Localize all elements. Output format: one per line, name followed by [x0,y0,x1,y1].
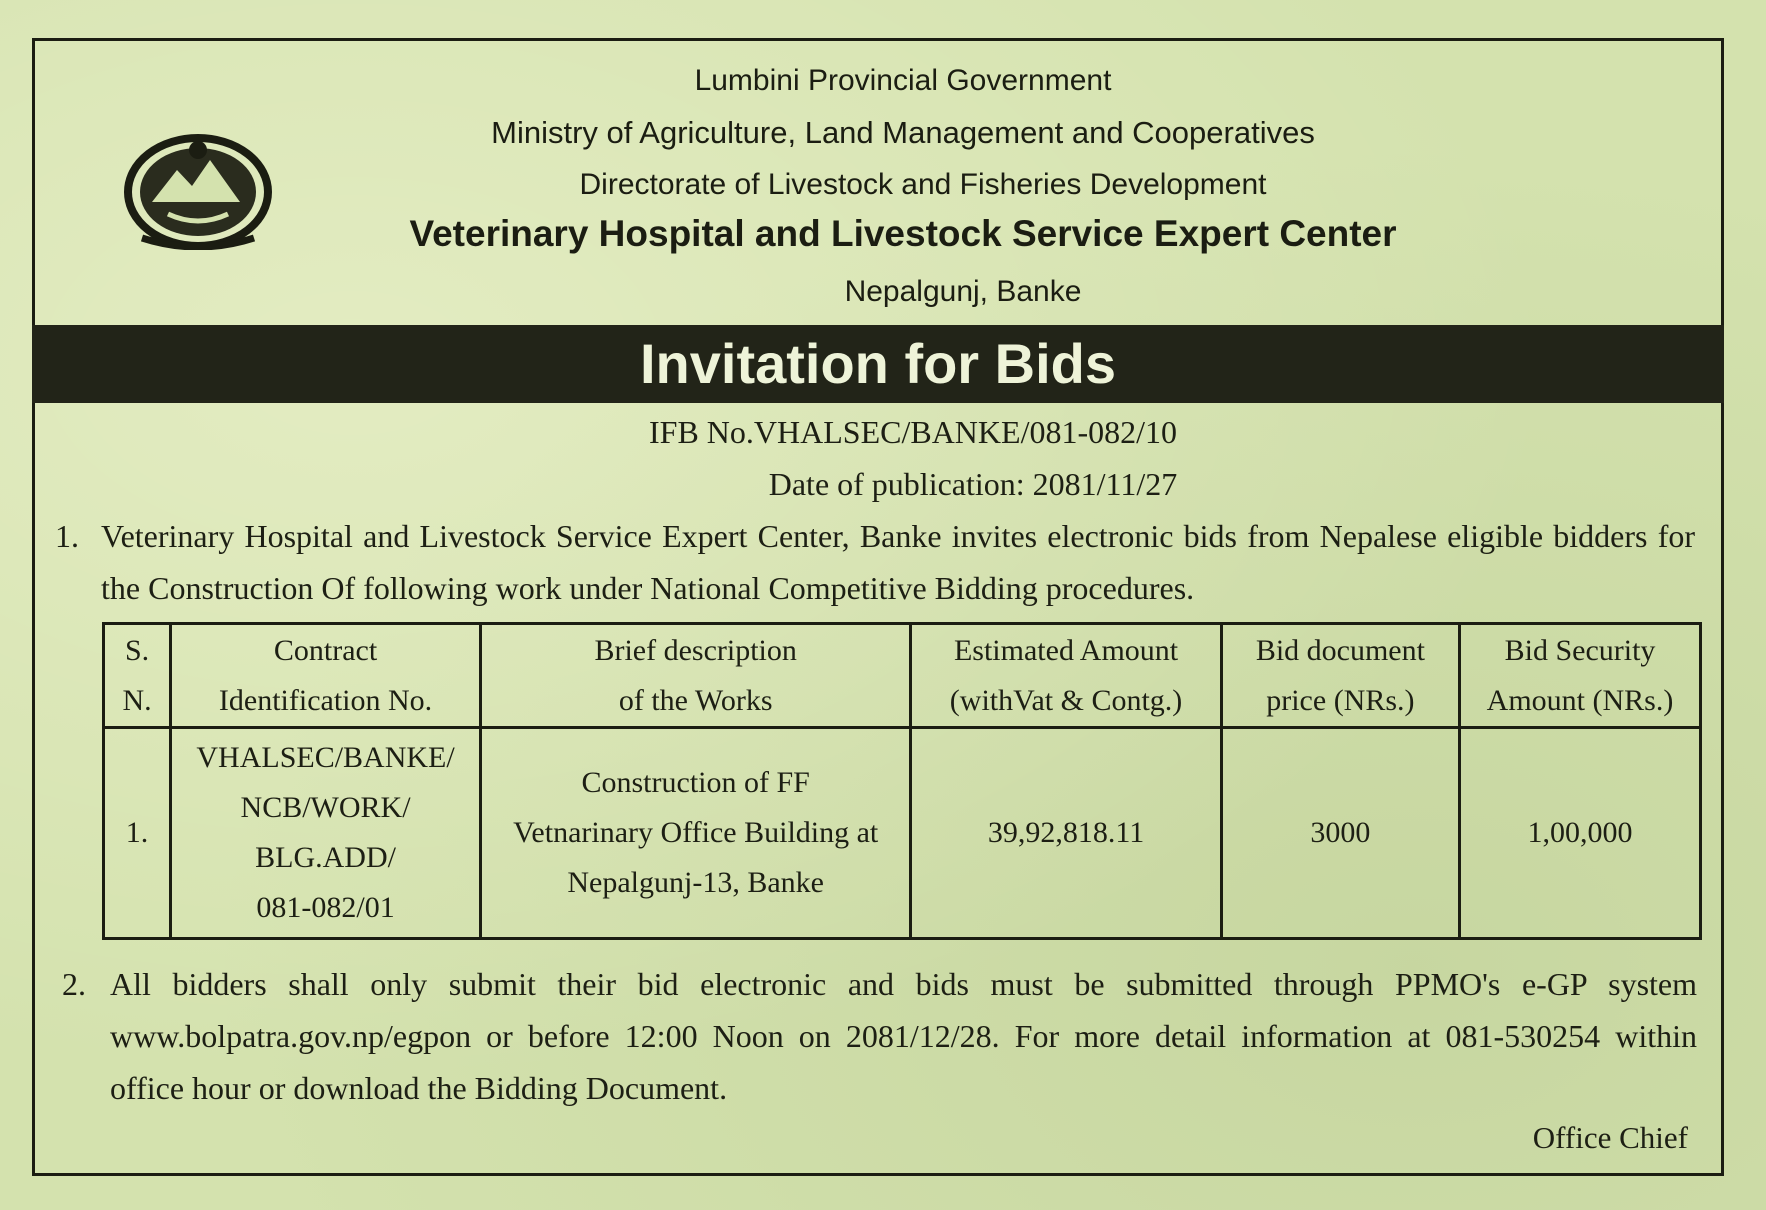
paragraph-1 [55,510,1695,614]
header-ministry: Ministry of Agriculture, Land Management and Cooperatives [491,115,1315,150]
paragraph-2-line-3: office hour or download the Bidding Document. [110,1070,728,1106]
table-header-row [104,624,1701,728]
header-bid-security: Bid Security Amount (NRs.) [1460,624,1701,728]
ifb-number: IFB No.VHALSEC/BANKE/081-082/10 [648,414,1177,450]
paragraph-2-text [110,958,1697,1114]
paragraph-1-number: 1. [55,518,79,554]
signature-office-chief: Office Chief [1532,1120,1688,1155]
publication-date: Date of publication: 2081/11/27 [768,466,1178,502]
cell-sn: 1. [104,728,171,939]
header-sn: S. N. [104,624,171,728]
cell-bid-security: 1,00,000 [1460,728,1701,939]
header-location: Nepalgunj, Banke [844,275,1082,308]
header-doc-price: Bid document price (NRs.) [1221,624,1459,728]
header-directorate: Directorate of Livestock and Fisheries Development [579,168,1267,201]
paragraph-1-text: Veterinary Hospital and Livestock Service Expert Center, Banke invites electronic bids from Nepalese eligible bidders for the Construction Of following work under National Competitive Bidding procedures. [101,518,1695,606]
notice-title-bar [32,325,1724,403]
cell-contract-id: VHALSEC/BANKE/ NCB/WORK/ BLG.ADD/ 081-082/01 [171,728,481,939]
table-row [104,728,1701,939]
bids-table [102,622,1702,940]
paragraph-2 [62,958,1697,1114]
cell-estimated-amount: 39,92,818.11 [911,728,1221,939]
paragraph-2-number: 2. [62,966,86,1002]
paragraph-2-line-1: All bidders shall only submit their bid electronic and bids must be submitted through PPMO's e-GP system [110,966,1697,1002]
header-description: Brief description of the Works [481,624,911,728]
paragraph-2-line-2: www.bolpatra.gov.np/egpon or before 12:00 Noon on 2081/12/28. For more detail information at 081-530254 within [110,1018,1697,1054]
cell-description: Construction of FF Vetnarinary Office Building at Nepalgunj-13, Banke [481,728,911,939]
header-estimated-amount: Estimated Amount (withVat & Contg.) [911,624,1221,728]
header-government: Lumbini Provincial Government [694,64,1112,97]
notice-title: Invitation for Bids [640,332,1116,395]
header-office-name: Veterinary Hospital and Livestock Service Expert Center [409,213,1397,254]
header-contract-id: Contract Identification No. [171,624,481,728]
cell-doc-price: 3000 [1221,728,1459,939]
